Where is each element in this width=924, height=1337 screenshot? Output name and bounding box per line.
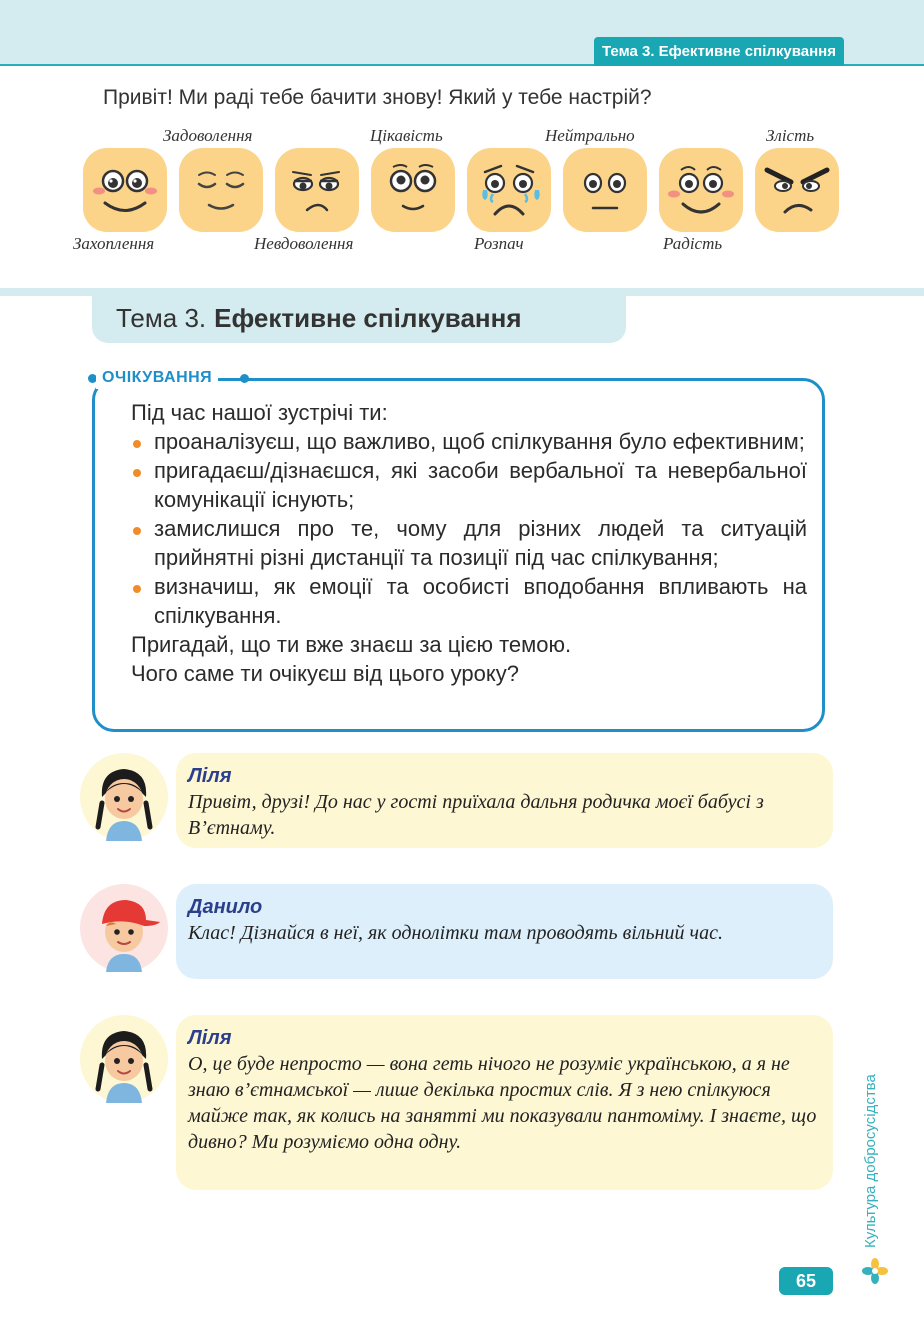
emotion-label-zlist: Злість [766,126,815,145]
lilia-avatar [80,1015,168,1103]
expectations-intro: Під час нашої зустрічі ти: [131,400,388,425]
excited-face-icon [83,148,167,232]
topic-title [92,293,626,343]
expectations-text [131,398,807,688]
emotion-label-nevdovolennia: Невдоволення [254,234,354,253]
anger-face-icon [755,148,839,232]
running-head: Тема 3. Ефективне спілкування [594,37,844,66]
neutral-face-icon [563,148,647,232]
speech-text: Привіт, друзі! До нас у гості приїхала дальня родичка моєї бабусі з В’єтнаму. [188,791,764,839]
emotion-label-zakhoplennia: Захоплення [73,234,155,253]
speech-bubble [176,884,833,979]
expectation-item: замислишся про те, чому для різних людей та ситуацій прийнятні різні дистанції та позиції під час спілкування; [131,514,807,572]
expectation-item: визначиш, як емоції та особисті вподобання впливають на спілкування. [131,572,807,630]
speaker-name: Данило [188,896,263,918]
speech-text: О, це буде непросто — вона геть нічого не розуміє українською, а я не знаю в’єтнамської — лише декілька простих слів. Я з нею спілкуюся майже так, як колись на занятті ми показували пантоміму. І знаєте, що дивно? Ми розуміємо одна одну. [188,1053,817,1153]
lilia-avatar [80,753,168,841]
speaker-name: Ліля [188,765,232,787]
emotion-label-neitralno: Нейтрально [545,126,635,145]
expectation-item: пригадаєш/дізнаєшся, які засоби вербальної та невербальної комунікації існують; [131,456,807,514]
speech-bubble [176,1015,833,1190]
greeting-text: Привіт! Ми раді тебе бачити знову! Який у тебе настрій? [103,86,652,109]
label-dot-right [240,374,249,383]
topic-number: Тема 3. [116,303,207,333]
despair-face-icon [467,148,551,232]
side-series-title: Культура добросусідства [862,1074,879,1248]
joy-face-icon [659,148,743,232]
flower-logo-icon [862,1258,888,1284]
speech-text: Клас! Дізнайся в неї, як однолітки там проводять вільний час. [188,922,723,944]
page-number: 65 [779,1267,833,1295]
expectations-outro-2: Чого саме ти очікуєш від цього уроку? [131,661,519,686]
emotion-label-zadovolennia: Задоволення [163,126,253,145]
danylo-avatar [80,884,168,972]
curious-face-icon [371,148,455,232]
expectations-outro-1: Пригадай, що ти вже знаєш за цією темою. [131,632,572,657]
content-face-icon [179,148,263,232]
speaker-name: Ліля [188,1027,232,1049]
expectation-item: проаналізуєш, що важливо, щоб спілкування було ефективним; [131,427,807,456]
topic-name: Ефективне спілкування [214,303,522,333]
emotion-label-radist: Радість [663,234,723,253]
expectations-label: ОЧІКУВАННЯ [96,367,218,389]
emotion-label-rozpach: Розпач [474,234,524,253]
speech-bubble [176,753,833,848]
emotion-label-tsikavist: Цікавість [370,126,443,145]
displeased-face-icon [275,148,359,232]
